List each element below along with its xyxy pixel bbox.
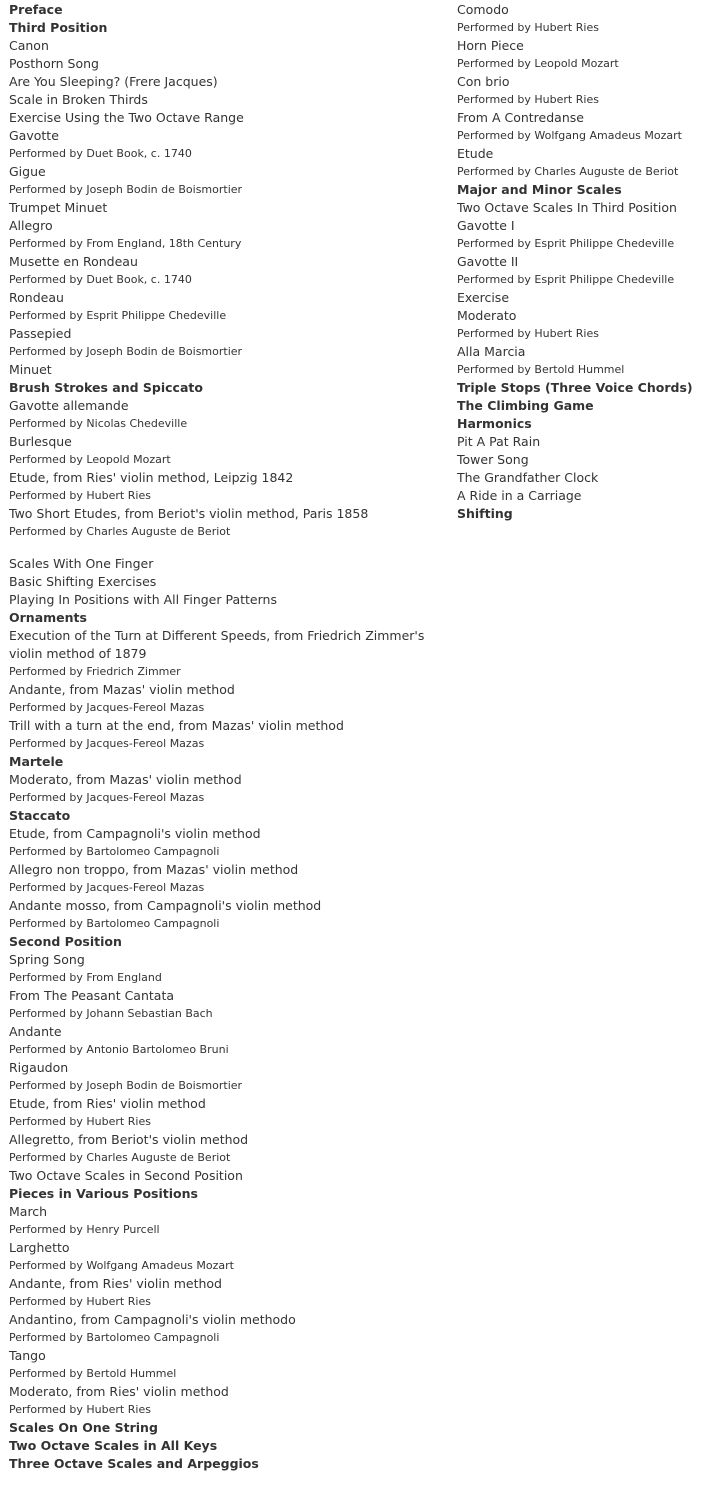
track-title[interactable]: Gigue bbox=[9, 164, 46, 179]
section-heading[interactable]: Ornaments bbox=[9, 610, 87, 625]
section-heading[interactable]: Scales On One String bbox=[9, 1420, 158, 1435]
performer-credit: Performed by Hubert Ries bbox=[457, 93, 599, 106]
section-heading[interactable]: Preface bbox=[9, 2, 63, 17]
track-title[interactable]: Gavotte bbox=[9, 128, 59, 143]
performer-credit: Performed by From England, 18th Century bbox=[9, 237, 242, 250]
performer-credit: Performed by Charles Auguste de Beriot bbox=[9, 1151, 231, 1164]
track-title[interactable]: Allegretto, from Beriot's violin method bbox=[9, 1132, 249, 1147]
performer-credit: Performed by Esprit Philippe Chedeville bbox=[457, 273, 675, 286]
track-title[interactable]: March bbox=[9, 1204, 48, 1219]
section-heading[interactable]: Two Octave Scales in All Keys bbox=[9, 1438, 218, 1453]
track-title[interactable]: Exercise Using the Two Octave Range bbox=[9, 110, 244, 125]
left-column bbox=[9, 1, 439, 1473]
track-title[interactable]: Scale in Broken Thirds bbox=[9, 92, 148, 107]
performer-credit: Performed by Bertold Hummel bbox=[9, 1367, 177, 1380]
track-title[interactable]: Tango bbox=[9, 1348, 46, 1363]
track-title[interactable]: Tower Song bbox=[457, 452, 529, 467]
performer-credit: Performed by Esprit Philippe Chedeville bbox=[457, 237, 675, 250]
section-heading[interactable]: The Climbing Game bbox=[457, 398, 594, 413]
track-title[interactable]: Alla Marcia bbox=[457, 344, 526, 359]
track-title[interactable]: Andante mosso, from Campagnoli's violin method bbox=[9, 898, 322, 913]
section-heading[interactable]: Three Octave Scales and Arpeggios bbox=[9, 1456, 259, 1471]
track-title[interactable]: Exercise bbox=[457, 290, 510, 305]
track-title[interactable]: Moderato, from Mazas' violin method bbox=[9, 772, 242, 787]
performer-credit: Performed by Wolfgang Amadeus Mozart bbox=[457, 129, 682, 142]
track-title[interactable]: Two Octave Scales in Second Position bbox=[9, 1168, 243, 1183]
track-title[interactable]: Gavotte allemande bbox=[9, 398, 129, 413]
track-title[interactable]: Scales With One Finger bbox=[9, 556, 154, 571]
track-title[interactable]: Two Short Etudes, from Beriot's violin method, Paris 1858 bbox=[9, 506, 369, 521]
track-title[interactable]: Etude, from Campagnoli's violin method bbox=[9, 826, 261, 841]
section-heading[interactable]: Martele bbox=[9, 754, 64, 769]
right-column bbox=[457, 1, 717, 523]
track-title[interactable]: Basic Shifting Exercises bbox=[9, 574, 157, 589]
track-title[interactable]: Con brio bbox=[457, 74, 510, 89]
section-heading[interactable]: Staccato bbox=[9, 808, 71, 823]
performer-credit: Performed by Hubert Ries bbox=[9, 1115, 151, 1128]
track-title[interactable]: Rondeau bbox=[9, 290, 64, 305]
performer-credit: Performed by Bartolomeo Campagnoli bbox=[9, 845, 220, 858]
performer-credit: Performed by Hubert Ries bbox=[9, 489, 151, 502]
section-heading[interactable]: Pieces in Various Positions bbox=[9, 1186, 198, 1201]
track-title[interactable]: Trill with a turn at the end, from Mazas' violin method bbox=[9, 718, 344, 733]
performer-credit: Performed by Hubert Ries bbox=[457, 327, 599, 340]
track-title[interactable]: Gavotte I bbox=[457, 218, 515, 233]
spacer bbox=[9, 541, 439, 555]
track-title[interactable]: Posthorn Song bbox=[9, 56, 99, 71]
performer-credit: Performed by Duet Book, c. 1740 bbox=[9, 147, 192, 160]
performer-credit: Performed by Jacques-Fereol Mazas bbox=[9, 791, 205, 804]
performer-credit: Performed by Bartolomeo Campagnoli bbox=[9, 1331, 220, 1344]
section-heading[interactable]: Brush Strokes and Spiccato bbox=[9, 380, 203, 395]
performer-credit: Performed by From England bbox=[9, 971, 162, 984]
track-title[interactable]: Are You Sleeping? (Frere Jacques) bbox=[9, 74, 218, 89]
track-title[interactable]: Moderato, from Ries' violin method bbox=[9, 1384, 229, 1399]
performer-credit: Performed by Hubert Ries bbox=[9, 1403, 151, 1416]
performer-credit: Performed by Henry Purcell bbox=[9, 1223, 160, 1236]
track-title[interactable]: A Ride in a Carriage bbox=[457, 488, 582, 503]
performer-credit: Performed by Jacques-Fereol Mazas bbox=[9, 737, 205, 750]
performer-credit: Performed by Joseph Bodin de Boismortier bbox=[9, 183, 243, 196]
performer-credit: Performed by Joseph Bodin de Boismortier bbox=[9, 1079, 243, 1092]
track-title[interactable]: Andantino, from Campagnoli's violin methodo bbox=[9, 1312, 296, 1327]
performer-credit: Performed by Esprit Philippe Chedeville bbox=[9, 309, 227, 322]
performer-credit: Performed by Duet Book, c. 1740 bbox=[9, 273, 192, 286]
track-title[interactable]: Etude, from Ries' violin method, Leipzig 1842 bbox=[9, 470, 294, 485]
track-title[interactable]: Pit A Pat Rain bbox=[457, 434, 541, 449]
track-title[interactable]: Horn Piece bbox=[457, 38, 524, 53]
performer-credit: Performed by Hubert Ries bbox=[9, 1295, 151, 1308]
track-title[interactable]: Passepied bbox=[9, 326, 72, 341]
section-heading[interactable]: Second Position bbox=[9, 934, 122, 949]
track-title[interactable]: Comodo bbox=[457, 2, 509, 17]
track-title[interactable]: Allegro bbox=[9, 218, 53, 233]
performer-credit: Performed by Jacques-Fereol Mazas bbox=[9, 701, 205, 714]
performer-credit: Performed by Antonio Bartolomeo Bruni bbox=[9, 1043, 229, 1056]
track-title[interactable]: Canon bbox=[9, 38, 49, 53]
section-heading[interactable]: Shifting bbox=[457, 506, 513, 521]
performer-credit: Performed by Joseph Bodin de Boismortier bbox=[9, 345, 243, 358]
performer-credit: Performed by Charles Auguste de Beriot bbox=[457, 165, 679, 178]
track-title[interactable]: Etude, from Ries' violin method bbox=[9, 1096, 206, 1111]
track-title[interactable]: From A Contredanse bbox=[457, 110, 584, 125]
track-title[interactable]: From The Peasant Cantata bbox=[9, 988, 175, 1003]
performer-credit: Performed by Wolfgang Amadeus Mozart bbox=[9, 1259, 234, 1272]
performer-credit: Performed by Leopold Mozart bbox=[9, 453, 171, 466]
track-title[interactable]: Spring Song bbox=[9, 952, 85, 967]
performer-credit: Performed by Jacques-Fereol Mazas bbox=[9, 881, 205, 894]
section-heading[interactable]: Major and Minor Scales bbox=[457, 182, 622, 197]
section-heading[interactable]: Third Position bbox=[9, 20, 108, 35]
track-title[interactable]: Musette en Rondeau bbox=[9, 254, 138, 269]
performer-credit: Performed by Friedrich Zimmer bbox=[9, 665, 181, 678]
track-title[interactable]: Execution of the Turn at Different Speeds, from Friedrich Zimmer's violin method of 1879 bbox=[9, 628, 425, 661]
track-title[interactable]: Andante, from Mazas' violin method bbox=[9, 682, 235, 697]
track-title[interactable]: Etude bbox=[457, 146, 494, 161]
track-title[interactable]: Rigaudon bbox=[9, 1060, 69, 1075]
track-title[interactable]: Minuet bbox=[9, 362, 52, 377]
track-title[interactable]: Andante bbox=[9, 1024, 62, 1039]
track-title[interactable]: The Grandfather Clock bbox=[457, 470, 599, 485]
track-title[interactable]: Larghetto bbox=[9, 1240, 70, 1255]
track-title[interactable]: Two Octave Scales In Third Position bbox=[457, 200, 677, 215]
section-heading[interactable]: Triple Stops (Three Voice Chords) bbox=[457, 380, 693, 395]
performer-credit: Performed by Nicolas Chedeville bbox=[9, 417, 188, 430]
track-title[interactable]: Allegro non troppo, from Mazas' violin method bbox=[9, 862, 299, 877]
track-title[interactable]: Gavotte II bbox=[457, 254, 519, 269]
track-title[interactable]: Moderato bbox=[457, 308, 517, 323]
performer-credit: Performed by Bertold Hummel bbox=[457, 363, 625, 376]
track-title[interactable]: Andante, from Ries' violin method bbox=[9, 1276, 222, 1291]
performer-credit: Performed by Hubert Ries bbox=[457, 21, 599, 34]
track-title[interactable]: Playing In Positions with All Finger Patterns bbox=[9, 592, 277, 607]
track-title[interactable]: Burlesque bbox=[9, 434, 72, 449]
performer-credit: Performed by Bartolomeo Campagnoli bbox=[9, 917, 220, 930]
section-heading[interactable]: Harmonics bbox=[457, 416, 532, 431]
performer-credit: Performed by Johann Sebastian Bach bbox=[9, 1007, 213, 1020]
performer-credit: Performed by Leopold Mozart bbox=[457, 57, 619, 70]
track-title[interactable]: Trumpet Minuet bbox=[9, 200, 108, 215]
performer-credit: Performed by Charles Auguste de Beriot bbox=[9, 525, 231, 538]
